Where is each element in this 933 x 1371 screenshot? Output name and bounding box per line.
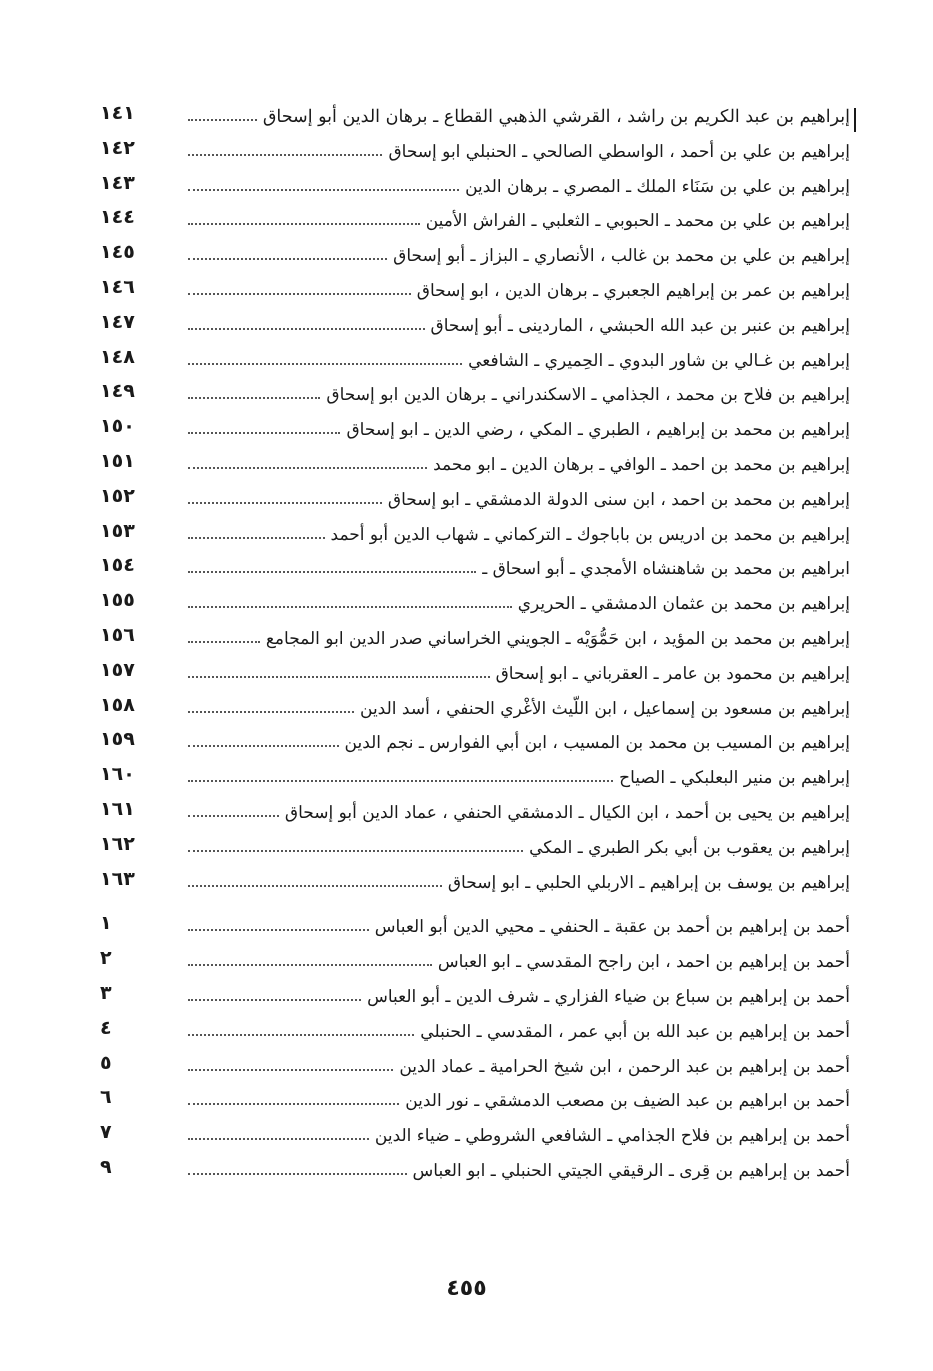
entry-line (188, 914, 850, 940)
entry-line (188, 208, 850, 234)
index-entry (100, 518, 850, 553)
entry-line (188, 800, 850, 826)
dot-leader (188, 397, 320, 399)
entry-line (188, 104, 850, 130)
entry-line (188, 835, 850, 861)
entry-line (188, 139, 850, 165)
entry-number: ٤ (100, 1016, 112, 1039)
entry-line (188, 1054, 850, 1080)
index-entry (100, 378, 850, 413)
dot-leader (188, 154, 382, 156)
entry-line (188, 1019, 850, 1045)
entry-number: ١٤٢ (100, 136, 135, 159)
entry-name: إبراهيم بن محمد بن ادريس بن باباجوك ـ التركماني ـ شهاب الدين أبو أحمد (330, 524, 850, 545)
entry-name: إبراهيم بن يعقوب بن أبي بكر الطبري ـ المكي (529, 837, 850, 858)
entry-line (188, 765, 850, 791)
index-entry (100, 726, 850, 761)
entry-line (188, 556, 850, 582)
entry-number: ١٦٢ (100, 832, 135, 855)
entry-number: ١٥٠ (100, 415, 135, 438)
entry-line (188, 591, 850, 617)
entry-line (188, 522, 850, 548)
dot-leader (188, 467, 427, 469)
entry-name: إبراهيم بن مسعود بن إسماعيل ، ابن اللّيث الأغْري الحنفي ، أسد الدين (360, 698, 850, 719)
dot-leader (188, 885, 442, 887)
margin-bar (854, 108, 856, 132)
entry-name: إبراهيم بن يوسف بن إبراهيم ـ الاربلي الحلبي ـ ابو إسحاق (447, 872, 850, 893)
entry-number: ١٥٣ (100, 519, 135, 542)
entry-number: ١٥٩ (100, 728, 135, 751)
index-entry (100, 170, 850, 205)
entry-line (188, 626, 850, 652)
entry-name: إبراهيم بن محمد بن عثمان الدمشقي ـ الحريري (517, 594, 850, 615)
entry-number: ٦ (100, 1086, 112, 1109)
entry-name: إبراهيم بن عنبر بن عبد الله الحبشي ، الماردينى ـ أبو إسحاق (430, 315, 850, 336)
entry-line (188, 313, 850, 339)
index-entry (100, 866, 850, 901)
dot-leader (188, 223, 420, 225)
entry-number: ١٥١ (100, 449, 135, 472)
index-entry (100, 980, 850, 1015)
entry-line (188, 487, 850, 513)
index-entry (100, 1050, 850, 1085)
entry-number: ١٥٤ (100, 554, 135, 577)
index-entry (100, 274, 850, 309)
index-entry (100, 552, 850, 587)
dot-leader (188, 929, 369, 931)
dot-leader (188, 964, 432, 966)
index-entry (100, 204, 850, 239)
dot-leader (188, 571, 476, 573)
entry-number: ١٤٨ (100, 345, 135, 368)
dot-leader (188, 676, 490, 678)
entry-name: أحمد بن إبراهيم بن عبد الرحمن ، ابن شيخ الحرامية ـ عماد الدين (399, 1056, 850, 1077)
entry-line (188, 243, 850, 269)
entry-name: أحمد بن إبراهيم بن عبد الله بن أبي عمر ، المقدسي ـ الحنبلي (420, 1021, 850, 1042)
entry-name: إبراهيم بن محمد بن إبراهيم ، الطبري ـ المكي ، رضي الدين ـ ابو إسحاق (346, 420, 850, 441)
entry-name: إبراهيم بن محمد بن احمد ، ابن سنى الدولة الدمشقي ـ ابو إسحاق (387, 489, 850, 510)
index-entry (100, 135, 850, 170)
dot-leader (188, 641, 260, 643)
entry-line (188, 1088, 850, 1114)
entry-number: ٥ (100, 1051, 112, 1074)
index-entry (100, 483, 850, 518)
dot-leader (188, 119, 257, 121)
entry-line (188, 452, 850, 478)
entry-number: ٧ (100, 1121, 112, 1144)
index-entry (100, 1119, 850, 1154)
dot-leader (188, 711, 354, 713)
entry-name: إبراهيم بن عبد الكريم بن راشد ، القرشي الذهبي القطاع ـ برهان الدين أبو إسحاق (262, 107, 850, 127)
entry-number: ١٤٩ (100, 380, 135, 403)
entry-name: إبراهيم بن علي بن أحمد ، الواسطي الصالحي ـ الحنبلي ابو إسحاق (388, 141, 850, 162)
entry-number: ١٥٥ (100, 589, 135, 612)
index-entry (100, 831, 850, 866)
dot-leader (188, 999, 361, 1001)
entry-number: ١٦٣ (100, 867, 135, 890)
entry-name: إبراهيم بن عمر بن إبراهيم الجعبري ـ برهان الدين ، ابو إسحاق (416, 280, 850, 301)
index-entry (100, 1084, 850, 1119)
entry-line (188, 1123, 850, 1149)
dot-leader (188, 1069, 393, 1071)
entry-name: أحمد بن إبراهيم بن احمد ، ابن راجح المقدسي ـ ابو العباس (437, 952, 850, 973)
entry-name: إبراهيم بن محمود بن عامر ـ العقرباني ـ ابو إسحاق (495, 663, 850, 684)
entry-number: ١٥٧ (100, 658, 135, 681)
index-entry (100, 657, 850, 692)
index-entry (100, 945, 850, 980)
entry-name: أحمد بن إبراهيم بن فلاح الجذامي ـ الشافعي الشروطي ـ ضياء الدين (374, 1126, 850, 1147)
entry-number: ١٥٢ (100, 484, 135, 507)
index-entry (100, 761, 850, 796)
index-list (100, 100, 850, 1189)
entry-line (188, 984, 850, 1010)
entry-line (188, 174, 850, 200)
index-entry (100, 622, 850, 657)
entry-line (188, 348, 850, 374)
entry-line (188, 382, 850, 408)
dot-leader (188, 780, 613, 782)
entry-name: أحمد بن إبراهيم بن قِرى ـ الرقيقي الجيتي الحنبلي ـ ابو العباس (412, 1160, 850, 1181)
entry-name: إبراهيم بن غـالي بن شاور البدوي ـ الحِميري ـ الشافعي (468, 350, 850, 371)
entry-number: ١٥٦ (100, 623, 135, 646)
entry-number: ١٤٧ (100, 310, 135, 333)
index-entry (100, 587, 850, 622)
dot-leader (188, 258, 387, 260)
entry-number: ١٦٠ (100, 763, 135, 786)
entry-line (188, 730, 850, 756)
index-entry (100, 1154, 850, 1189)
entry-number: ٩ (100, 1155, 112, 1178)
entry-number: ١٦١ (100, 797, 135, 820)
entry-line (188, 417, 850, 443)
index-entry (100, 100, 850, 135)
index-entry (100, 692, 850, 727)
dot-leader (188, 1034, 414, 1036)
index-entry (100, 448, 850, 483)
entry-number: ١٤٥ (100, 241, 135, 264)
dot-leader (188, 363, 462, 365)
dot-leader (188, 850, 523, 852)
entry-number: ٢ (100, 947, 112, 970)
dot-leader (188, 1173, 407, 1175)
index-entry (100, 910, 850, 945)
entry-name: إبراهيم بن فلاح بن محمد ، الجذامي ـ الاسكندراني ـ برهان الدين ابو إسحاق (326, 385, 850, 406)
entry-name: إبراهيم بن منير البعلبكي ـ الصياح (619, 768, 850, 789)
index-entry (100, 1015, 850, 1050)
index-entry (100, 413, 850, 448)
dot-leader (188, 328, 425, 330)
dot-leader (188, 502, 382, 504)
entry-line (188, 1158, 850, 1184)
entry-name: أحمد بن ابراهيم بن عبد الضيف بن مصعب الدمشقي ـ نور الدين (405, 1091, 850, 1112)
entry-name: إبراهيم بن علي بن سَنَاء الملك ـ المصري ـ برهان الدين (465, 176, 850, 197)
index-entry (100, 239, 850, 274)
entry-line (188, 870, 850, 896)
entry-name: أحمد بن إبراهيم بن سباع بن ضياء الفزاري ـ شرف الدين ـ أبو العباس (367, 986, 850, 1007)
entry-number: ١٤٣ (100, 171, 135, 194)
entry-number: ١٤٤ (100, 206, 135, 229)
entry-number: ٣ (100, 981, 112, 1004)
index-entry (100, 309, 850, 344)
index-entry (100, 796, 850, 831)
dot-leader (188, 432, 340, 434)
entry-line (188, 278, 850, 304)
dot-leader (188, 745, 339, 747)
entry-name: ابراهيم بن محمد بن شاهنشاه الأمجدي ـ أبو اسحاق ـ (482, 559, 850, 580)
entry-number: ١٥٨ (100, 693, 135, 716)
dot-leader (188, 1103, 399, 1105)
entry-name: إبراهيم بن علي بن محمد ـ الحبوبي ـ الثعلبي ـ الفراش الأمين (425, 211, 850, 232)
entry-number: ١٤٦ (100, 275, 135, 298)
dot-leader (188, 606, 512, 608)
dot-leader (188, 1138, 369, 1140)
dot-leader (188, 189, 459, 191)
dot-leader (188, 537, 325, 539)
entry-number: ١٤١ (100, 102, 135, 124)
entry-name: إبراهيم بن المسيب بن محمد بن المسيب ، ابن أبي الفوارس ـ نجم الدين (344, 733, 850, 754)
entry-line (188, 949, 850, 975)
entry-number: ١ (100, 912, 112, 935)
entry-name: إبراهيم بن محمد بن احمد ـ الوافي ـ برهان الدين ـ ابو محمد (433, 454, 850, 475)
entry-name: أحمد بن إبراهيم بن أحمد بن عقبة ـ الحنفي ـ محيي الدين أبو العباس (374, 917, 850, 938)
entry-name: إبراهيم بن علي بن محمد بن غالب ، الأنصاري ـ البزاز ـ أبو إسحاق (393, 246, 850, 267)
entry-name: إبراهيم بن محمد بن المؤيد ، ابن حَمُّوَيْه ـ الجويني الخراساني صدر الدين ابو المجامع (265, 628, 850, 649)
entry-name: إبراهيم بن يحيى بن أحمد ، ابن الكيال ـ الدمشقي الحنفي ، عماد الدين أبو إسحاق (284, 802, 850, 823)
index-entry (100, 344, 850, 379)
dot-leader (188, 815, 279, 817)
page-number: ٤٥٥ (446, 1276, 487, 1301)
dot-leader (188, 293, 411, 295)
entry-line (188, 661, 850, 687)
entry-line (188, 696, 850, 722)
